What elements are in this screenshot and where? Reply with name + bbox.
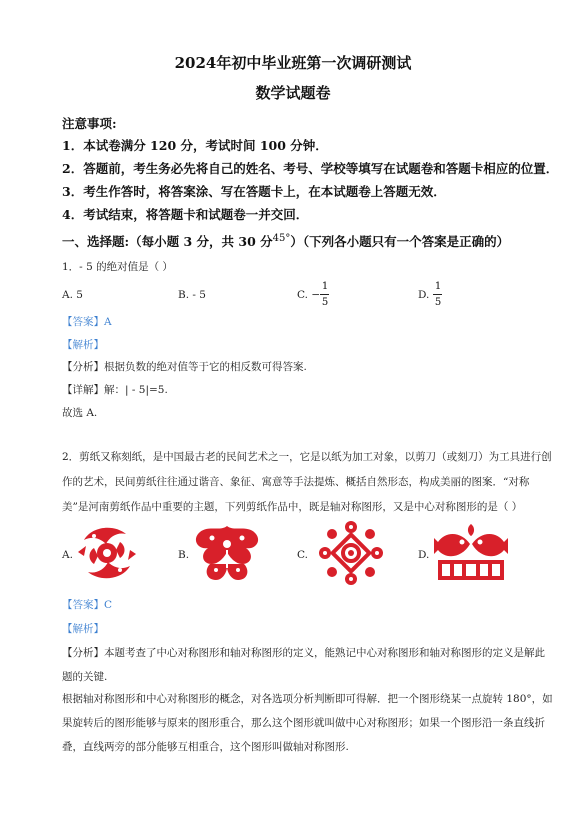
section-heading-part-a: 一、选择题:（每小题 3 分，共 30 分 <box>62 234 273 250</box>
notice-heading: 注意事项: <box>62 116 117 131</box>
papercut-flower-butterfly-icon <box>190 520 264 584</box>
section-heading-part-b: ）（下列各小题只有一个答案是正确的） <box>290 234 510 250</box>
notice-item-1: 1．本试卷满分 120 分，考试时间 100 分钟． <box>62 138 328 153</box>
q2-analysis-line-1: 【分析】本题考查了中心对称图形和轴对称图形的定义，能熟记中心对称图形和轴对称图形的定义是解此 <box>62 647 545 659</box>
q1-option-c-denominator: 5 <box>321 297 329 308</box>
q1-option-d-label: D. <box>418 289 430 301</box>
notice-item-3: 3．考生作答时，将答案涂、写在答题卡上，在本试题卷上答题无效． <box>62 184 446 199</box>
q1-detail: 【详解】解：| - 5|=5. <box>62 384 168 396</box>
papercut-lattice-icon <box>318 520 384 586</box>
notice-item-2: 2．答题前，考生务必先将自己的姓名、考号、学校等填写在试题卷和答题卡相应的位置． <box>62 161 559 176</box>
exam-subtitle: 数学试题卷 <box>255 84 331 102</box>
q2-stem-line-3: 美”是河南剪纸作品中重要的主题，下列剪纸作品中，既是轴对称图形，又是中心对称图形的是（ ） <box>62 501 523 513</box>
section-heading-sup: 45° <box>272 233 291 244</box>
q2-body-line-1: 根据轴对称图形和中心对称图形的概念，对各选项分析判断即可得解．把一个图形绕某一点旋转 180°，如 <box>62 693 553 705</box>
q1-option-c-label: C. − <box>297 289 321 301</box>
exam-title: 2024年初中毕业班第一次调研测试 <box>174 54 412 72</box>
q1-answer: 【答案】A <box>62 316 112 328</box>
q2-option-a-label: A. <box>62 549 73 561</box>
q2-jiexi-label: 【解析】 <box>62 623 104 635</box>
q1-option-c-numerator: 1 <box>321 281 329 292</box>
q1-analysis: 【分析】根据负数的绝对值等于它的相反数可得答案. <box>62 361 307 373</box>
q2-body-line-2: 果旋转后的图形能够与原来的图形重合，那么这个图形就叫做中心对称图形；如果一个图形沿一条直线折 <box>62 717 545 729</box>
section-heading <box>62 234 509 249</box>
q1-conclusion: 故选 A. <box>62 407 98 419</box>
q1-option-c-fraction-bar <box>320 294 329 295</box>
q1-jiexi-label: 【解析】 <box>62 339 104 351</box>
q2-analysis-line-2: 题的关键. <box>62 671 108 683</box>
q1-option-d-denominator: 5 <box>434 297 442 308</box>
q2-answer: 【答案】C <box>62 599 113 611</box>
q1-option-d-fraction-bar <box>433 294 442 295</box>
q1-option-d-numerator: 1 <box>434 281 442 292</box>
papercut-fish-icon <box>74 522 140 584</box>
notice-item-4: 4．考试结束，将答题卡和试题卷一并交回． <box>62 207 309 222</box>
q2-option-c-label: C. <box>297 549 308 561</box>
q2-body-line-3: 叠，直线两旁的部分能够互相重合，这个图形叫做轴对称图形. <box>62 741 349 753</box>
q2-stem-line-1: 2．剪纸又称刻纸，是中国最古老的民间艺术之一，它是以纸为加工对象，以剪刀（或刻刀）为工具进行创 <box>62 451 552 463</box>
q1-option-a: A. 5 <box>62 289 83 301</box>
papercut-double-fish-icon <box>432 520 510 584</box>
q1-stem: 1．- 5 的绝对值是（ ） <box>62 261 173 273</box>
q2-stem-line-2: 作的艺术，民间剪纸往往通过谐音、象征、寓意等手法提炼、概括自然形态，构成美丽的图案．“对称 <box>62 476 530 488</box>
q2-option-b-label: B. <box>178 549 190 561</box>
q1-option-b: B. - 5 <box>178 289 206 301</box>
q2-option-d-label: D. <box>418 549 430 561</box>
